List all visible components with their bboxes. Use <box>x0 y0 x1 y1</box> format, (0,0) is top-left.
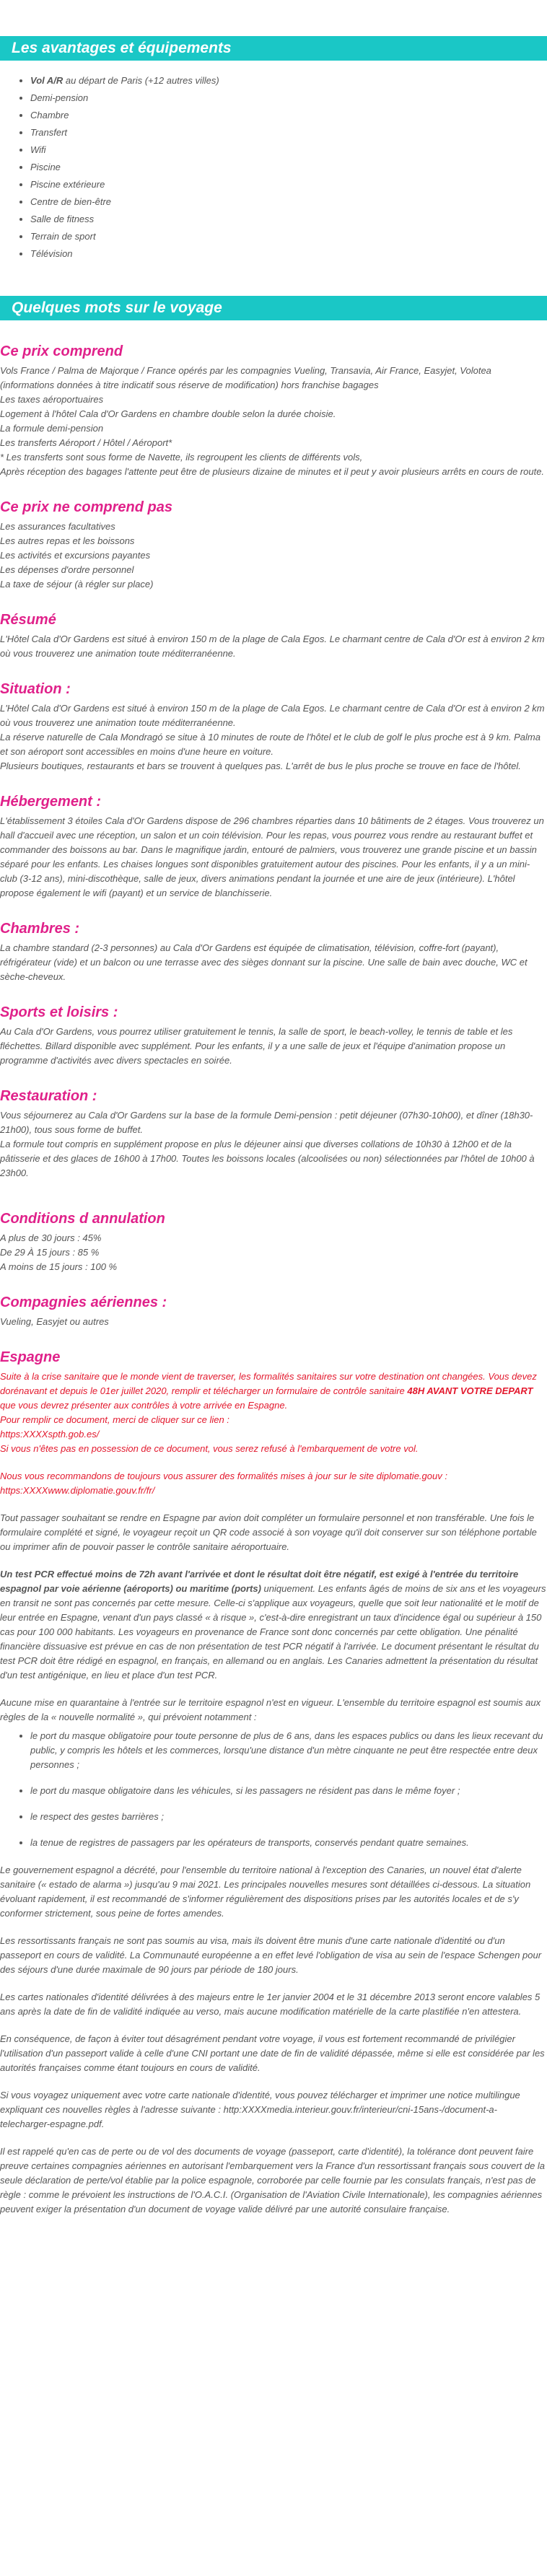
excludes-line: La taxe de séjour (à régler sur place) <box>0 579 154 590</box>
voyage-header: Quelques mots sur le voyage <box>0 296 547 320</box>
advantage-item <box>30 245 547 263</box>
sports-heading: Sports et loisirs : <box>0 1004 118 1020</box>
sanitary-alert-line: Si vous n'êtes pas en possession de ce document, vous serez refusé à l'embarquement de votre vol. <box>0 1443 419 1454</box>
consequence-paragraph: En conséquence, de façon à éviter tout désagrément pendant votre voyage, il vous est fortement recommandé de privilégier l'utilisation d'un passeport valide à celle d'une CNI portant une date de fin de validité dépassée, même si elle est considérée par les autorités françaises comme étant toujours en cours de validité. <box>0 2033 545 2073</box>
cancellation-line: A moins de 15 jours : 100 % <box>0 1261 118 1272</box>
pcr-paragraph <box>0 1567 547 1683</box>
excludes-line: Les dépenses d'ordre personnel <box>0 564 134 575</box>
includes-line: Vols France / Palma de Majorque / France opérés par les compagnies Vueling, Transavia, Air France, Easyjet, Volotea (informations données à titre indicatif sous réserve de modification) hors franchise bagages <box>0 365 491 390</box>
diplomatie-note: Nous vous recommandons de toujours vous assurer des formalités mises à jour sur le site diplomatie.gouv : https:XXXXwww.diplomatie.gouv.fr/fr/ <box>0 1471 447 1496</box>
includes-block <box>0 364 547 479</box>
advantage-item-text: Demi-pension <box>30 92 89 103</box>
sports-text: Au Cala d'Or Gardens, vous pourrez utiliser gratuitement le tennis, la salle de sport, le beach-volley, le tennis de table et les fléchettes. Billard disponible avec supplément. Pour les enfants, il y a une salle de jeux et l'équipe d'animation propose un programme d'activités avec divers spectacles en soirée. <box>0 1026 513 1066</box>
advantage-item-text: Wifi <box>30 144 46 155</box>
sanitary-alert-line: Vous devez dorénavant et depuis le 01er juillet 2020, remplir et télécharger un formulaire de contrôle sanitaire <box>0 1371 537 1396</box>
rooms-heading: Chambres : <box>0 921 80 937</box>
excludes-line: Les activités et excursions payantes <box>0 550 151 561</box>
accommodation-heading: Hébergement : <box>0 794 102 810</box>
advantage-item-text: Terrain de sport <box>30 231 96 242</box>
includes-line: Les taxes aéroportuaires <box>0 394 104 405</box>
advantage-item <box>30 89 547 107</box>
situation-line: La réserve naturelle de Cala Mondragó se situe à 10 minutes de route de l'hôtel et le club de golf le plus proche est à 9 km. Palma et son aéroport sont accessibles en moins d'une heure en voiture. <box>0 732 541 757</box>
rule-item: • le port du masque obligatoire dans les véhicules, si les passagers ne résident pas dans le même foyer ; <box>30 1784 547 1798</box>
sanitary-alert <box>0 1370 547 1456</box>
cancellation-line: De 29 À 15 jours : 85 % <box>0 1247 100 1258</box>
situation-line: Plusieurs boutiques, restaurants et bars se trouvent à quelques pas. L'arrêt de bus le plus proche se trouve en face de l'hôtel. <box>0 761 521 771</box>
excludes-line: Les assurances facultatives <box>0 521 115 532</box>
restaurant-line: Vous séjournerez au Cala d'Or Gardens sur la base de la formule Demi-pension : petit déjeuner (07h30-10h00), et dîner (18h30-21h00), tous sous forme de buffet. <box>0 1110 533 1135</box>
rooms-text: La chambre standard (2-3 personnes) au Cala d'Or Gardens est équipée de climatisation, télévision, coffre-fort (payant), réfrigérateur (vide) et un balcon ou une terrasse avec des sièges donnant sur la piscine. Une salle de bain avec douche, WC et sèche-cheveux. <box>0 942 528 982</box>
voyage-content <box>0 342 547 2217</box>
situation-line: L'Hôtel Cala d'Or Gardens est situé à environ 150 m de la plage de Cala Egos. Le charmant centre de Cala d'Or est à environ 2 km où vous trouverez une animation toute méditerranéenne. <box>0 703 545 728</box>
rule-item: • le port du masque obligatoire pour toute personne de plus de 6 ans, dans les espaces publics ou dans les lieux recevant du public, y compris les hôtels et les commerces, lorsqu'une distance d'un mètre cinquante ne peut être respectée entre deux personnes ; <box>30 1729 547 1772</box>
advantage-item <box>30 176 547 193</box>
advantage-item-text: Piscine <box>30 162 61 172</box>
id-cards-paragraph: Les cartes nationales d'identité délivrées à des majeurs entre le 1er janvier 2004 et le 31 décembre 2013 seront encore valables 5 ans après la date de fin de validité indiquée au verso, mais aucune modification matérielle de la carte plastifiée n'en attestera. <box>0 1992 541 2017</box>
spain-heading: Espagne <box>0 1349 61 1365</box>
form-paragraph: Tout passager souhaitant se rendre en Espagne par avion doit compléter un formulaire personnel et non transférable. Une fois le formulaire complété et signé, le voyageur reçoit un QR code associé à son voyage qu'il doit conserver sur son téléphone portable ou imprimer afin de pouvoir passer le contrôle sanitaire aéroportuaire. <box>0 1512 537 1552</box>
advantage-item-bold: Vol A/R <box>30 75 64 86</box>
advantage-item <box>30 124 547 141</box>
sanitary-alert-line: que vous devrez présenter aux contrôles à votre arrivée en Espagne. <box>0 1400 288 1411</box>
government-paragraph: Le gouvernement espagnol a décrété, pour l'ensemble du territoire national à l'exception des Canaries, un nouvel état d'alerte sanitaire (« estado de alarma ») jusqu'au 9 mai 2021. Les principales nouvelles mesures sont détaillées ci-dessous. La situation évoluant rapidement, il est recommandé de s'informer régulièrement des dispositions prises par les autorités locales et de s'y conformer strictement, sous peine de fortes amendes. <box>0 1865 531 1919</box>
cancellation-heading: Conditions d annulation <box>0 1211 165 1227</box>
airlines-text: Vueling, Easyjet ou autres <box>0 1316 109 1327</box>
excludes-line: Les autres repas et les boissons <box>0 535 135 546</box>
advantages-list <box>0 72 547 263</box>
advantage-item-text: au départ de Paris (+12 autres villes) <box>63 75 219 86</box>
includes-line: La formule demi-pension <box>0 423 104 434</box>
advantage-item <box>30 72 547 89</box>
spth-link[interactable]: https:XXXXspth.gob.es/ <box>0 1429 100 1440</box>
loss-paragraph: Il est rappelé qu'en cas de perte ou de vol des documents de voyage (passeport, carte d'identité), la tolérance dont peuvent faire preuve certaines compagnies aériennes en autorisant l'embarquement vers la France d'un ressortissant français sous couvert de la seule déclaration de perte/vol établie par la police espagnole, corroborée par celle fournie par les consulats français, n'est pas de règle : comme le prévoient les instructions de l'O.A.C.I. (Organisation de l'Aviation Civile Internationale), les compagnies aériennes peuvent exiger la présentation d'un document de voyage valide délivré par une autorité consulaire française. <box>0 2146 546 2214</box>
rule-item: • la tenue de registres de passagers par les opérateurs de transports, conservés pendant quatre semaines. <box>30 1836 547 1850</box>
cancellation-line: A plus de 30 jours : 45% <box>0 1232 102 1243</box>
sanitary-alert-deadline: 48H AVANT VOTRE DEPART <box>407 1385 533 1396</box>
excludes-heading: Ce prix ne comprend pas <box>0 499 172 515</box>
advantage-item <box>30 228 547 245</box>
advantage-item <box>30 159 547 176</box>
advantage-item-text: Chambre <box>30 110 69 121</box>
restaurant-heading: Restauration : <box>0 1088 97 1104</box>
pcr-requirement: Un test PCR effectué moins de 72h avant l'arrivée et dont le résultat doit être négatif, est exigé à l'entrée du territoire espagnol par voie aérienne (aéroports) ou maritime (ports) <box>0 1569 519 1594</box>
advantage-item <box>30 193 547 211</box>
rule-item: • le respect des gestes barrières ; <box>30 1810 547 1824</box>
sanitary-alert-line: Suite à la crise sanitaire que le monde vient de traverser, les formalités sanitaires sur votre destination ont changées. <box>0 1371 486 1382</box>
includes-line: * Les transferts sont sous forme de Navette, ils regroupent les clients de différents vols, <box>0 452 363 463</box>
airlines-heading: Compagnies aériennes : <box>0 1294 167 1310</box>
advantages-header: Les avantages et équipements <box>0 36 547 61</box>
advantage-item-text: Transfert <box>30 127 68 138</box>
advantage-item <box>30 107 547 124</box>
advantage-item-text: Salle de fitness <box>30 214 95 224</box>
pcr-details: uniquement. Les enfants âgés de moins de six ans et les voyageurs en transit ne sont pas concernés par cette mesure. Celle-ci s'applique aux voyageurs, quelle que soit leur nationalité et le motif de leur entrée en Espagne, venant d'un pays classé « à risque », c'est-à-dire enregistrant un taux d'incidence égal ou supérieur à 150 cas pour 100 000 habitants. Les voyageurs en provenance de France sont donc concernés par cette obligation. Une pénalité financière dissuasive est prévue en cas de non présentation de test PCR négatif à l'arrivée. Le document présentant le résultat du test PCR doit être rédigé en espagnol, en français, en allemand ou en anglais. Les Canaries admettent la présentation du résultat d'un test antigénique, en lieu et place d'un test PCR. <box>0 1583 546 1681</box>
includes-line: Après réception des bagages l'attente peut être de plusieurs dizaine de minutes et il peut y avoir plusieurs arrêts en cours de route. <box>0 466 545 477</box>
advantage-item-text: Télévision <box>30 248 73 259</box>
restaurant-line: La formule tout compris en supplément propose en plus le déjeuner ainsi que diverses collations de 10h30 à 12h00 et de la pâtisserie et des glaces de 16h00 à 17h00. Toutes les boissons locales (alcoolisées ou non) sélectionnées par l'hôtel de 10h00 à 23h00. <box>0 1139 535 1178</box>
rules-intro: Aucune mise en quarantaine à l'entrée sur le territoire espagnol n'est en vigueur. L'ensemble du territoire espagnol est soumis aux règles de la « nouvelle normalité », qui prévoient notamment : <box>0 1697 541 1722</box>
situation-heading: Situation : <box>0 681 71 697</box>
includes-line: Logement à l'hôtel Cala d'Or Gardens en chambre double selon la durée choisie. <box>0 408 336 419</box>
advantage-item-text: Piscine extérieure <box>30 179 105 190</box>
sanitary-alert-line: Pour remplir ce document, merci de cliquer sur ce lien : <box>0 1414 229 1425</box>
advantage-item <box>30 211 547 228</box>
excludes-block <box>0 520 547 592</box>
summary-text: L'Hôtel Cala d'Or Gardens est situé à environ 150 m de la plage de Cala Egos. Le charmant centre de Cala d'Or est à environ 2 km où vous trouverez une animation toute méditerranéenne. <box>0 634 545 659</box>
includes-heading: Ce prix comprend <box>0 343 123 359</box>
rules-list <box>0 1729 547 1850</box>
download-paragraph: Si vous voyagez uniquement avec votre carte nationale d'identité, vous pouvez télécharger et imprimer une notice multilingue expliquant ces nouvelles règles à l'adresse suivante : http:XXXXmedia.interieur.gouv.fr/interieur/cni-15ans-/document-a-telecharger-espagne.pdf. <box>0 2090 520 2129</box>
advantage-item <box>30 141 547 159</box>
identity-paragraph: Les ressortissants français ne sont pas soumis au visa, mais ils doivent être munis d'une carte nationale d'identité ou d'un passeport en cours de validité. La Communauté européenne a en effet levé l'obligation de visa au sein de l'espace Schengen pour des séjours d'une durée maximale de 90 jours par période de 180 jours. <box>0 1935 542 1975</box>
includes-line: Les transferts Aéroport / Hôtel / Aéroport* <box>0 437 172 448</box>
accommodation-text: L'établissement 3 étoiles Cala d'Or Gardens dispose de 296 chambres réparties dans 10 bâtiments de 2 étages. Vous trouverez un hall d'accueil avec une réception, un salon et un coin télévision. Pour les repas, vous pourrez vous rendre au restaurant buffet et commander des boissons au bar. Dans le magnifique jardin, entouré de palmiers, vous trouverez une grande piscine et un bassin séparé pour les enfants. Les chaises longues sont disponibles gratuitement autour des piscines. Pour les enfants, il y a un mini-club (3-12 ans), mini-discothèque, salle de jeux, divers animations pendant la journée et une aire de jeux (intérieure). L'hôtel propose également le wifi (payant) et un service de blanchisserie. <box>0 815 544 898</box>
advantage-item-text: Centre de bien-être <box>30 196 112 207</box>
summary-heading: Résumé <box>0 612 56 628</box>
